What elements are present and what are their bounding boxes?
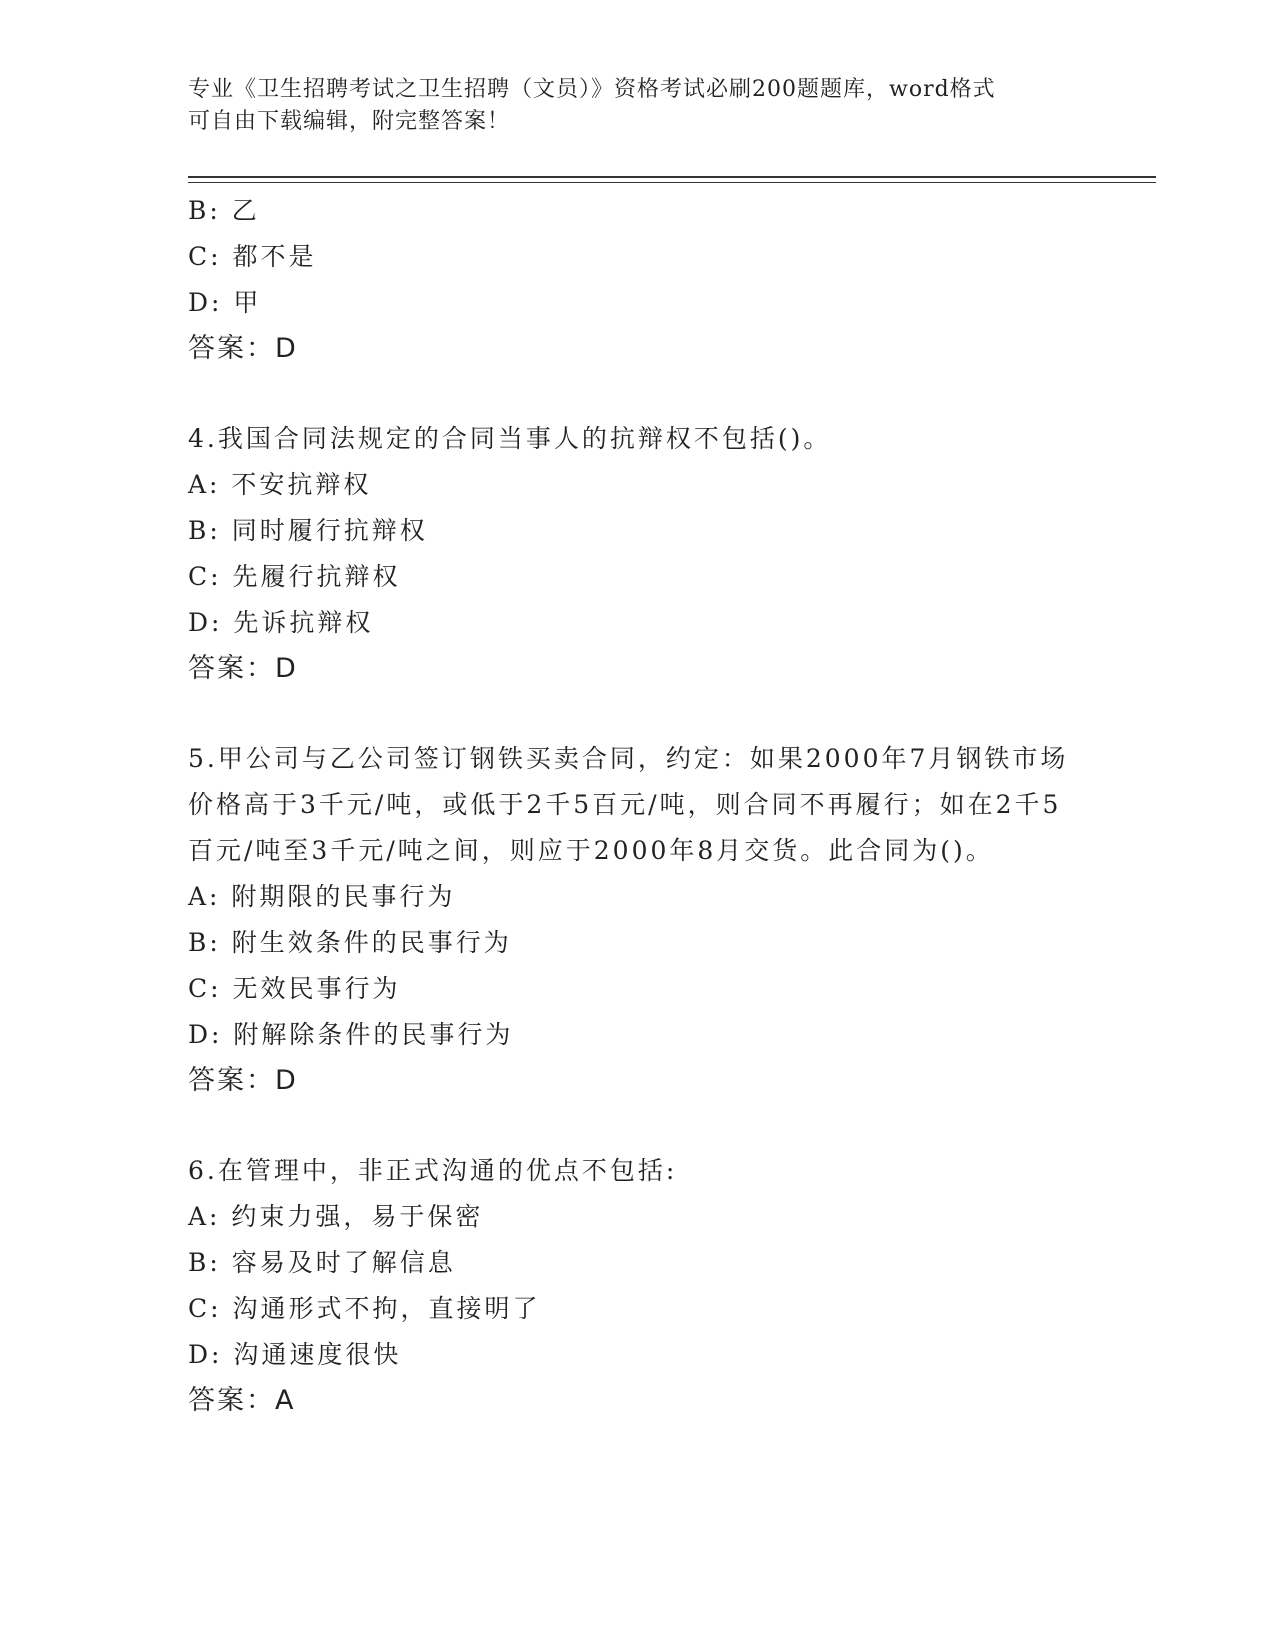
option-c: C: 无效民事行为 (188, 974, 401, 1003)
question-4 (188, 416, 1088, 692)
option-d: D: 附解除条件的民事行为 (188, 1020, 514, 1049)
question-stem: 5.甲公司与乙公司签订钢铁买卖合同，约定：如果2000年7月钢铁市场价格高于3千元/吨，或低于2千5百元/吨，则合同不再履行；如在2千5百元/吨至3千元/吨之间，则应于2000年8月交货。此合同为()。 (188, 744, 1069, 865)
document-header (188, 74, 1068, 138)
option-b: B: 乙 (188, 196, 260, 225)
option-c: C: 沟通形式不拘，直接明了 (188, 1294, 541, 1323)
answer-line: 答案：D (188, 653, 298, 684)
answer-line: 答案：A (188, 1385, 296, 1416)
option-b: B: 同时履行抗辩权 (188, 516, 428, 545)
answer-line: 答案：D (188, 1065, 298, 1096)
option-a: A: 约束力强，易于保密 (188, 1202, 484, 1231)
question-stem: 6.在管理中，非正式沟通的优点不包括: (188, 1156, 678, 1185)
question-5 (188, 736, 1088, 1104)
option-d: D: 沟通速度很快 (188, 1340, 402, 1369)
option-a: A: 不安抗辩权 (188, 470, 372, 499)
option-c: C: 先履行抗辩权 (188, 562, 401, 591)
question-list (188, 188, 1088, 1424)
option-a: A: 附期限的民事行为 (188, 882, 456, 911)
option-d: D: 先诉抗辩权 (188, 608, 374, 637)
option-d: D: 甲 (188, 288, 262, 317)
option-b: B: 附生效条件的民事行为 (188, 928, 512, 957)
question-6 (188, 1148, 1088, 1424)
header-divider-thick (188, 176, 1156, 178)
answer-line: 答案：D (188, 333, 298, 364)
header-divider-thin (188, 182, 1156, 183)
question-stem: 4.我国合同法规定的合同当事人的抗辩权不包括()。 (188, 424, 832, 453)
header-line-2: 可自由下载编辑，附完整答案！ (188, 109, 511, 134)
header-line-1: 专业《卫生招聘考试之卫生招聘（文员）》资格考试必刷200题题库，word格式 (188, 77, 996, 102)
option-c: C: 都不是 (188, 242, 317, 271)
option-b: B: 容易及时了解信息 (188, 1248, 456, 1277)
question-3-tail (188, 188, 1088, 372)
